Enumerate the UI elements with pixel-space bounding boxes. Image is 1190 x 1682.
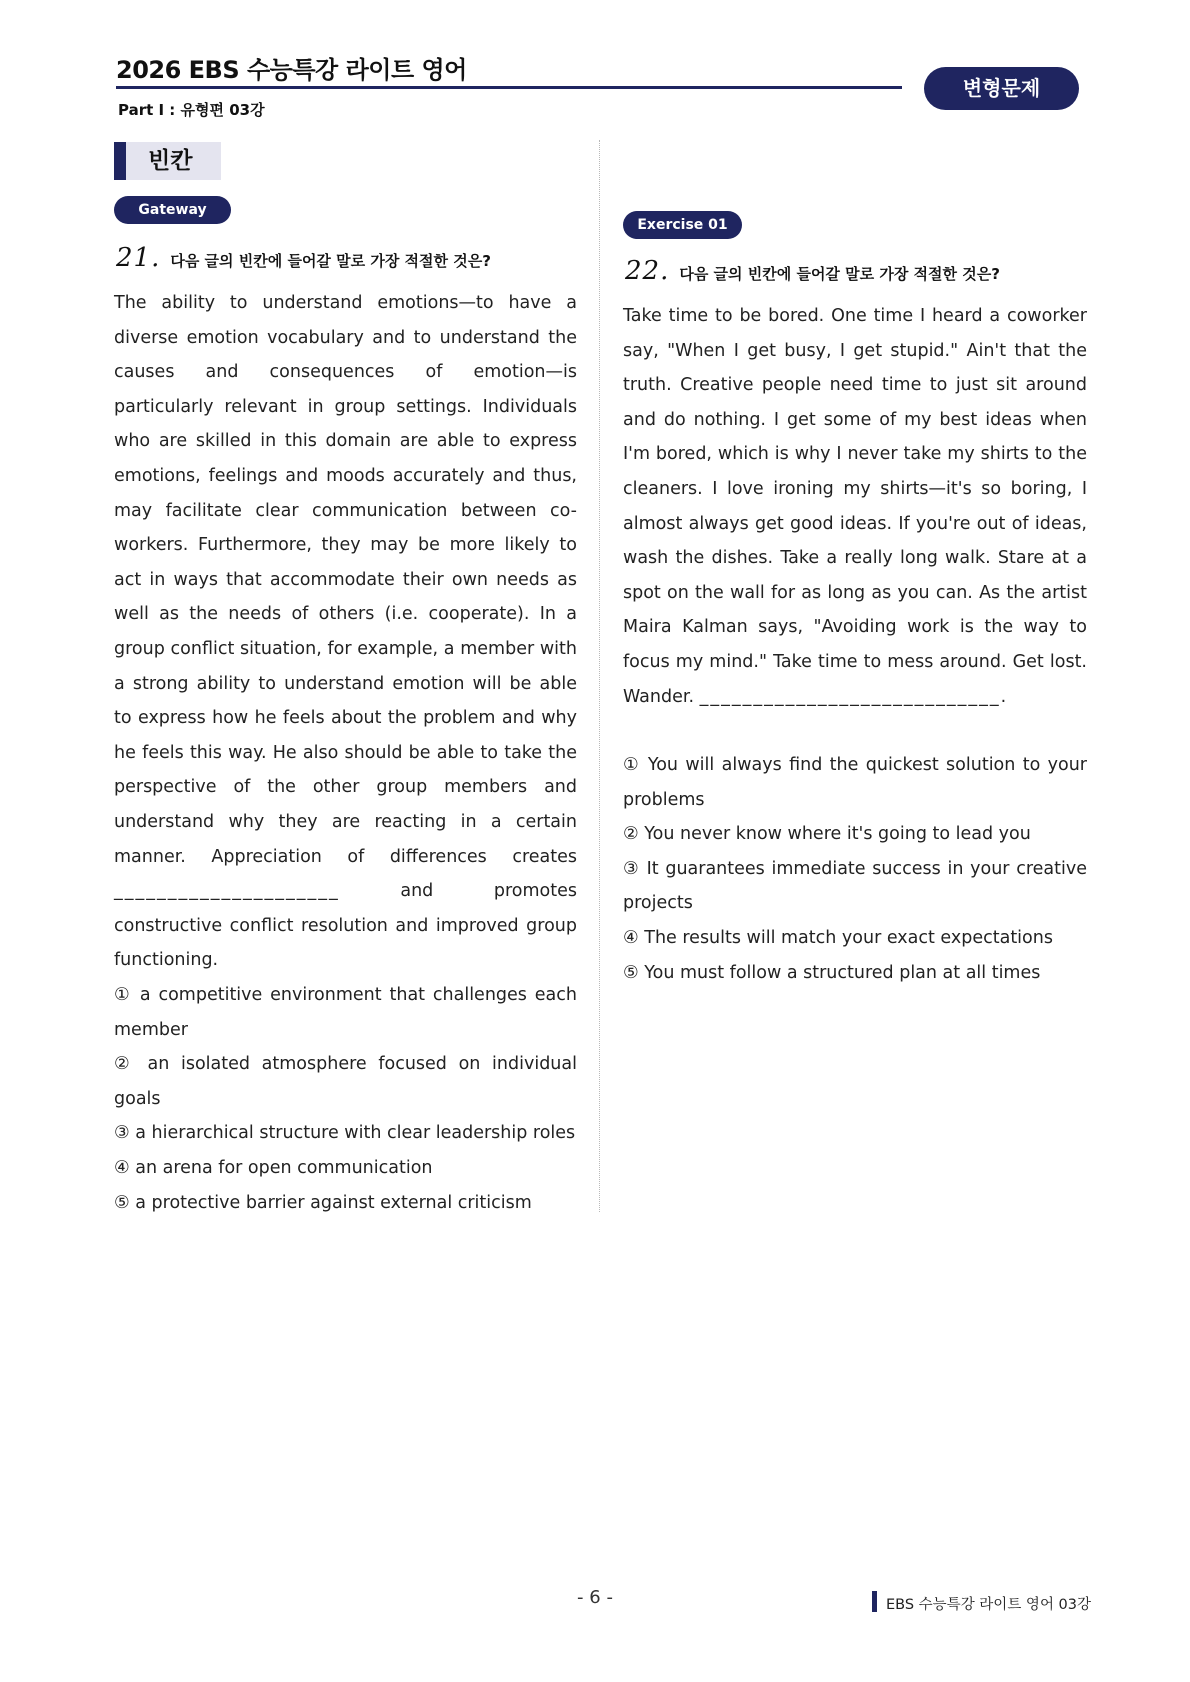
gateway-pill: Gateway [114, 196, 231, 224]
choice-21-5[interactable]: ⑤ a protective barrier against external criticism [114, 1192, 532, 1213]
footer-accent-bar [872, 1591, 877, 1612]
choice-22-2[interactable]: ② You never know where it's going to lead you [623, 824, 1031, 845]
header-rule [116, 86, 902, 89]
question-21-passage [114, 286, 577, 978]
question-21-number: 21. [116, 243, 161, 273]
passage-21-text-after: and promotes constructive conflict resolution and improved group functioning. [114, 881, 577, 971]
question-22-prompt: 다음 글의 빈칸에 들어갈 말로 가장 적절한 것은? [679, 265, 1000, 283]
section-heading: 빈칸 [114, 142, 221, 180]
footer-label: EBS 수능특강 라이트 영어 03강 [886, 1597, 1092, 1613]
passage-22-text-before: Take time to be bored. One time I heard a coworker say, "When I get busy, I get stupid." Ain't that the truth. Creative people need time to just sit around and do nothing. I get some of my best ideas when I'm bored, which is why I never take my shirts to the cleaners. I love ironing my shirts—it's so boring, I almost always get good ideas. If you're out of ideas, wash the dishes. Take a really long walk. Stare at a spot on the wall for as long as you can. As the artist Maira Kalman says, "Avoiding work is the way to focus my mind." Take time to mess around. Get lost. Wander. [623, 306, 1087, 707]
choice-21-4[interactable]: ④ an arena for open communication [114, 1157, 433, 1178]
choice-22-1[interactable]: ① You will always find the quickest solution to your problems [623, 755, 1087, 810]
document-title: 2026 EBS 수능특강 라이트 영어 [116, 56, 467, 84]
page-number: - 6 - [577, 1587, 613, 1608]
choice-22-4[interactable]: ④ The results will match your exact expectations [623, 927, 1053, 948]
question-22-header [625, 256, 1000, 286]
choice-21-1[interactable]: ① a competitive environment that challenges each member [114, 985, 577, 1040]
choice-21-3[interactable]: ③ a hierarchical structure with clear leadership roles [114, 1123, 576, 1144]
exercise-pill: Exercise 01 [623, 211, 742, 239]
choice-22-3[interactable]: ③ It guarantees immediate success in your creative projects [623, 858, 1087, 914]
question-21-header [116, 243, 491, 273]
question-22-number: 22. [625, 256, 670, 286]
document-subtitle: Part Ⅰ : 유형편 03강 [118, 101, 265, 119]
choice-22-5[interactable]: ⑤ You must follow a structured plan at all times [623, 962, 1041, 983]
question-21-choices [114, 978, 577, 1220]
column-divider [599, 140, 600, 1212]
choice-21-2[interactable]: ② an isolated atmosphere focused on individual goals [114, 1054, 577, 1109]
passage-22-text-after: . [1000, 686, 1007, 707]
question-22-passage [623, 299, 1087, 714]
passage-21-text-before: The ability to understand emotions—to have a diverse emotion vocabulary and to understand the causes and consequences of emotion—is particularly relevant in group settings. Individuals who are skilled in this domain are able to express emotions, feelings and moods accurately and thus, may facilitate clear communication between co-workers. Furthermore, they may be more likely to act in ways that accommodate their own needs as well as the needs of others (i.e. cooperate). In a group conflict situation, for example, a member with a strong ability to understand emotion will be able to express how he feels about the problem and why he feels this way. He also should be able to take the perspective of the other group members and understand why they are reacting in a certain manner. Appreciation of differences creates [114, 293, 577, 867]
passage-21-blank: _____________________ [114, 881, 340, 902]
passage-22-blank: ____________________________ [699, 686, 1001, 707]
question-21-prompt: 다음 글의 빈칸에 들어갈 말로 가장 적절한 것은? [170, 252, 491, 270]
question-22-choices [623, 748, 1087, 990]
variant-badge: 변형문제 [924, 67, 1079, 110]
